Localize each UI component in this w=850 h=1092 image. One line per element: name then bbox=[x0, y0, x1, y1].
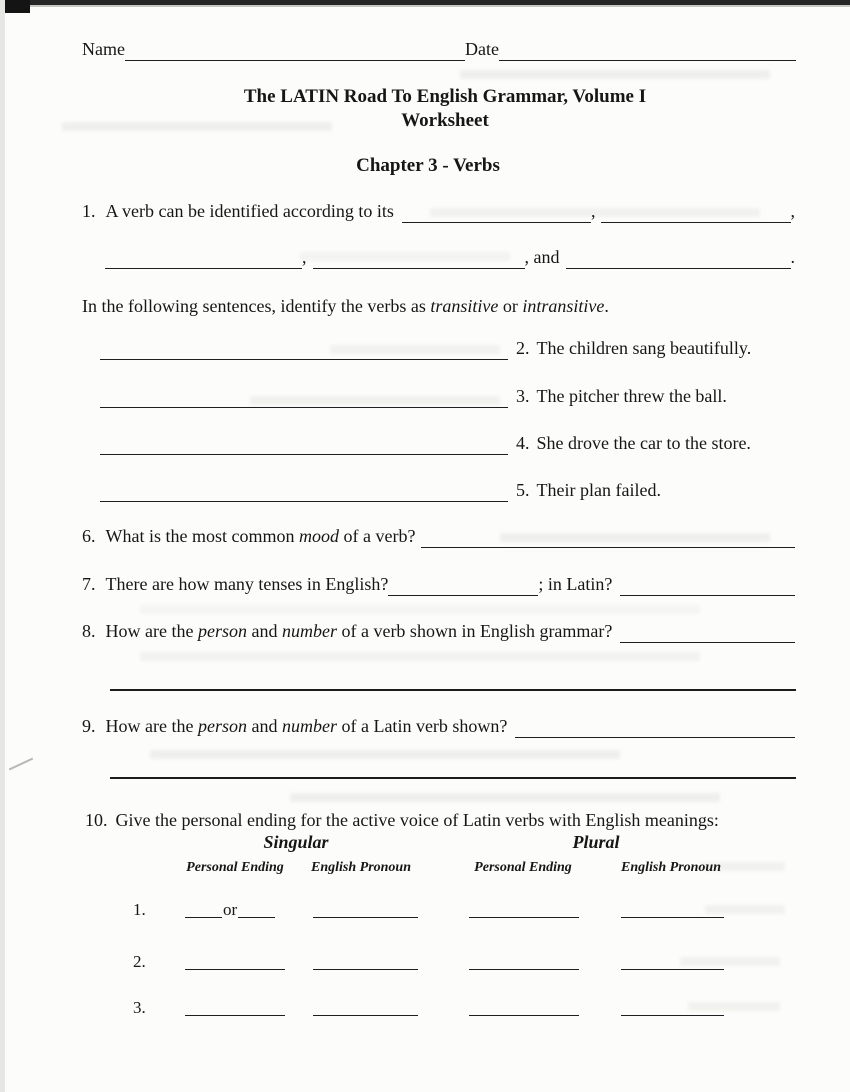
instruction-italic-transitive: transitive bbox=[430, 296, 499, 316]
and-connector: , and bbox=[524, 247, 560, 267]
question-7-text: There are how many tenses in English? bbox=[105, 574, 389, 594]
question-9-italic-person: person bbox=[197, 716, 247, 736]
row-number: 1. bbox=[133, 900, 146, 919]
sentence-number: 4. bbox=[516, 433, 530, 453]
question-8-italic-person: person bbox=[197, 621, 247, 641]
sentence-text: Their plan failed. bbox=[536, 480, 661, 500]
question-9-text: and bbox=[246, 716, 282, 736]
bleed-through-artifact bbox=[460, 70, 770, 79]
column-header-personal-ending-plural: Personal Ending bbox=[474, 860, 572, 875]
answer-blank bbox=[621, 951, 724, 970]
answer-line-full-width bbox=[110, 669, 796, 691]
question-8-text: and bbox=[246, 621, 282, 641]
question-7-latin-text: ; in Latin? bbox=[538, 574, 613, 594]
question-number: 6. bbox=[82, 526, 96, 546]
answer-blank bbox=[105, 248, 302, 269]
question-number: 8. bbox=[82, 621, 96, 641]
answer-blank bbox=[100, 481, 508, 502]
answer-blank bbox=[238, 899, 275, 918]
personal-ending-or-cell bbox=[185, 899, 285, 918]
question-8-italic-number: number bbox=[281, 621, 337, 641]
question-10-text: Give the personal ending for the active voice of Latin verbs with English meanings: bbox=[115, 810, 719, 830]
question-9 bbox=[82, 715, 795, 738]
comma: , bbox=[590, 201, 596, 221]
answer-blank bbox=[185, 997, 285, 1016]
answer-blank bbox=[100, 387, 508, 408]
or-label: or bbox=[223, 900, 238, 919]
singular-group-header: Singular bbox=[263, 832, 329, 852]
answer-blank bbox=[421, 527, 795, 548]
instruction-text: or bbox=[498, 296, 523, 316]
question-number: 10. bbox=[85, 810, 108, 830]
answer-line-full-width bbox=[110, 757, 796, 779]
answer-blank bbox=[185, 899, 222, 918]
answer-blank bbox=[620, 622, 795, 643]
answer-blank bbox=[469, 997, 579, 1016]
question-8 bbox=[82, 620, 795, 643]
answer-blank bbox=[621, 997, 724, 1016]
question-8-text: How are the bbox=[105, 621, 198, 641]
chapter-heading: Chapter 3 - Verbs bbox=[356, 155, 500, 176]
answer-blank bbox=[313, 899, 418, 918]
sentence-text: The pitcher threw the ball. bbox=[536, 386, 727, 406]
worksheet-title: The LATIN Road To English Grammar, Volume I bbox=[243, 86, 647, 107]
table-row bbox=[0, 896, 850, 922]
comma: , bbox=[790, 201, 795, 221]
column-header-english-pronoun-singular: English Pronoun bbox=[311, 860, 411, 875]
row-number: 3. bbox=[133, 998, 146, 1017]
answer-blank bbox=[313, 248, 525, 269]
answer-blank bbox=[100, 339, 508, 360]
sentence-item-4 bbox=[100, 432, 798, 455]
bleed-through-artifact bbox=[140, 652, 700, 661]
period: . bbox=[604, 296, 609, 316]
answer-blank bbox=[601, 202, 790, 223]
column-header-personal-ending-singular: Personal Ending bbox=[186, 860, 284, 875]
instruction-italic-intransitive: intransitive bbox=[522, 296, 605, 316]
answer-blank bbox=[515, 717, 795, 738]
transitive-instruction bbox=[82, 295, 822, 318]
table-row bbox=[0, 948, 850, 974]
question-9-text: of a Latin verb shown? bbox=[336, 716, 508, 736]
scan-edge-artifact bbox=[0, 5, 850, 7]
sentence-number: 2. bbox=[516, 338, 530, 358]
question-1-text: A verb can be identified according to its bbox=[105, 201, 394, 221]
question-6-text: What is the most common bbox=[105, 526, 299, 546]
answer-blank bbox=[185, 951, 285, 970]
question-10 bbox=[85, 809, 825, 832]
question-8-text: of a verb shown in English grammar? bbox=[336, 621, 613, 641]
question-6-italic-mood: mood bbox=[298, 526, 339, 546]
bleed-through-artifact bbox=[140, 605, 700, 614]
answer-blank bbox=[402, 202, 591, 223]
answer-blank bbox=[469, 951, 579, 970]
worksheet-subtitle: Worksheet bbox=[401, 110, 489, 131]
name-blank-line bbox=[125, 40, 465, 61]
question-6-text: of a verb? bbox=[338, 526, 416, 546]
name-label: Name bbox=[82, 39, 125, 59]
answer-blank bbox=[313, 951, 418, 970]
sentence-item-5 bbox=[100, 479, 798, 502]
question-9-italic-number: number bbox=[281, 716, 337, 736]
question-9-text: How are the bbox=[105, 716, 198, 736]
question-1-line-1 bbox=[82, 200, 795, 223]
answer-blank bbox=[100, 434, 508, 455]
answer-blank bbox=[620, 575, 795, 596]
plural-group-header: Plural bbox=[572, 832, 620, 852]
sentence-item-3 bbox=[100, 385, 798, 408]
scan-mark-artifact bbox=[9, 758, 33, 771]
question-number: 1. bbox=[82, 201, 96, 221]
question-7 bbox=[82, 573, 795, 596]
answer-blank bbox=[388, 575, 538, 596]
question-1-line-2 bbox=[105, 246, 795, 269]
date-label: Date bbox=[464, 39, 499, 59]
bleed-through-artifact bbox=[290, 793, 720, 802]
sentence-text: She drove the car to the store. bbox=[536, 433, 751, 453]
name-date-row bbox=[82, 38, 796, 61]
sentence-number: 3. bbox=[516, 386, 530, 406]
answer-blank bbox=[621, 899, 724, 918]
period: . bbox=[790, 247, 795, 267]
question-number: 7. bbox=[82, 574, 96, 594]
answer-blank bbox=[313, 997, 418, 1016]
instruction-text: In the following sentences, identify the verbs as bbox=[82, 296, 431, 316]
comma: , bbox=[302, 247, 307, 267]
answer-blank bbox=[566, 248, 791, 269]
column-header-english-pronoun-plural: English Pronoun bbox=[621, 860, 721, 875]
sentence-item-2 bbox=[100, 337, 798, 360]
question-number: 9. bbox=[82, 716, 96, 736]
answer-blank bbox=[469, 899, 579, 918]
question-6 bbox=[82, 525, 795, 548]
table-row bbox=[0, 994, 850, 1020]
sentence-number: 5. bbox=[516, 480, 530, 500]
row-number: 2. bbox=[133, 952, 146, 971]
date-blank-line bbox=[499, 40, 796, 61]
sentence-text: The children sang beautifully. bbox=[536, 338, 752, 358]
